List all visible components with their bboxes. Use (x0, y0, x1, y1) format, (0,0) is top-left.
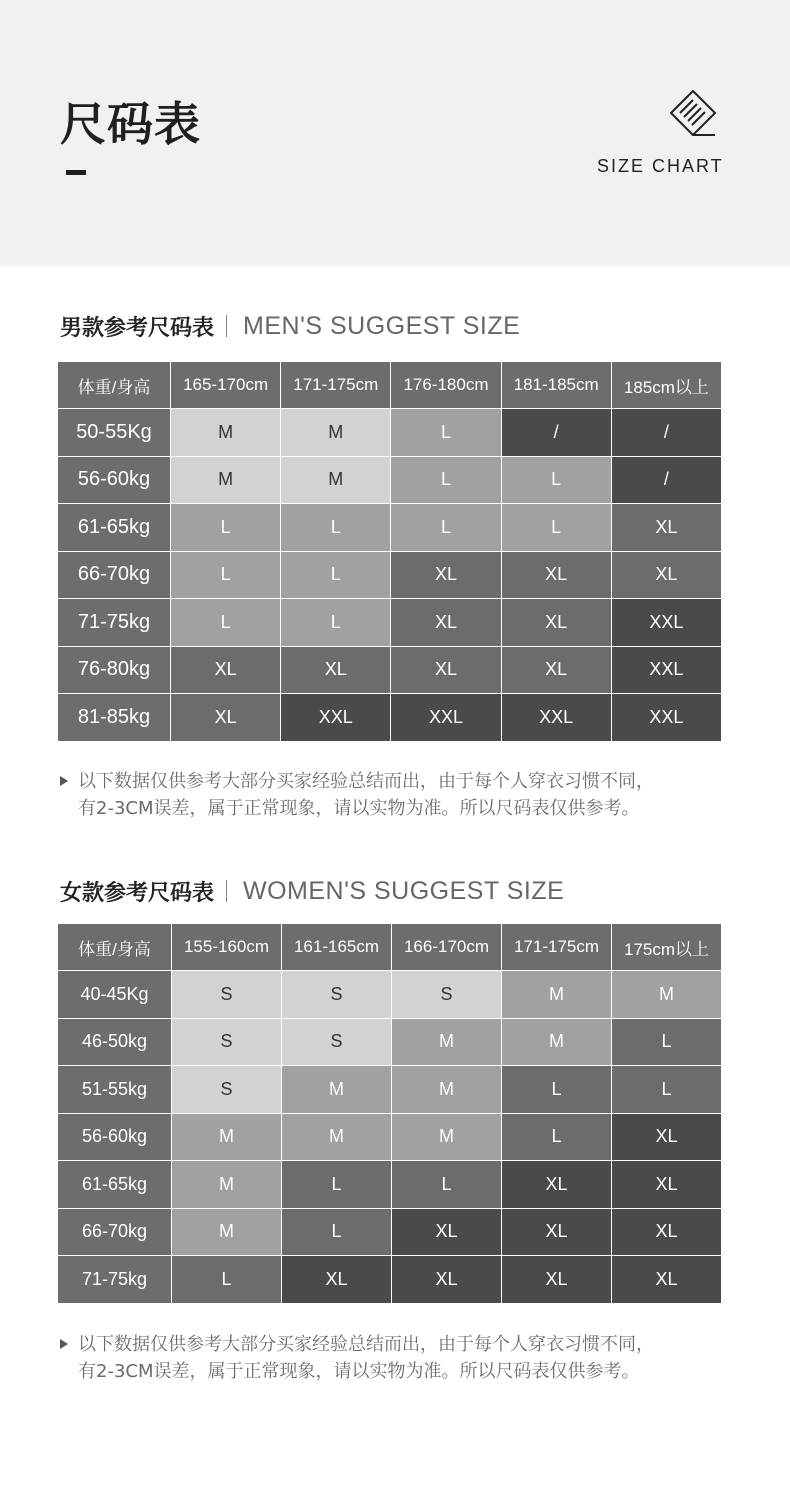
size-cell: XL (501, 551, 611, 599)
weight-cell: 61-65kg (58, 1161, 172, 1209)
table-row (58, 409, 722, 457)
size-cell: XXL (611, 694, 721, 742)
size-cell: / (611, 409, 721, 457)
size-cell: XL (502, 1161, 612, 1209)
size-cell: XL (171, 646, 281, 694)
size-cell: M (281, 409, 391, 457)
size-cell: S (172, 971, 282, 1019)
size-cell: M (502, 1018, 612, 1066)
size-cell: L (391, 456, 501, 504)
title-dash (66, 170, 86, 175)
size-cell: L (172, 1256, 282, 1304)
height-column-header: 185cm以上 (611, 362, 721, 409)
size-cell: XL (502, 1256, 612, 1304)
table-row (58, 1066, 722, 1114)
size-cell: M (172, 1208, 282, 1256)
size-cell: XL (612, 1208, 722, 1256)
title-divider (226, 880, 227, 902)
size-cell: L (282, 1208, 392, 1256)
size-cell: L (281, 504, 391, 552)
size-cell: L (392, 1161, 502, 1209)
size-cell: XXL (391, 694, 501, 742)
size-cell: L (391, 504, 501, 552)
size-cell: XL (391, 646, 501, 694)
weight-cell: 46-50kg (58, 1018, 172, 1066)
weight-cell: 56-60kg (58, 456, 171, 504)
title-divider (226, 315, 227, 337)
size-cell: XL (612, 1256, 722, 1304)
size-cell: M (171, 409, 281, 457)
size-cell: S (172, 1018, 282, 1066)
size-cell: / (611, 456, 721, 504)
size-cell: XXL (281, 694, 391, 742)
women-note-line-2: 有2-3CM误差，属于正常现象，请以实物为准。所以尺码表仅供参考。 (78, 1361, 640, 1382)
table-row (58, 1256, 722, 1304)
size-cell: L (501, 504, 611, 552)
height-column-header: 171-175cm (502, 924, 612, 971)
size-cell: XL (611, 504, 721, 552)
size-cell: XL (171, 694, 281, 742)
men-note-line-2: 有2-3CM误差，属于正常现象，请以实物为准。所以尺码表仅供参考。 (78, 798, 640, 819)
weight-cell: 51-55kg (58, 1066, 172, 1114)
men-title-en: MEN'S SUGGEST SIZE (243, 311, 521, 340)
size-cell: M (172, 1113, 282, 1161)
size-cell: M (171, 456, 281, 504)
table-row (58, 694, 722, 742)
size-cell: XL (611, 551, 721, 599)
size-cell: M (392, 1066, 502, 1114)
men-title-zh: 男款参考尺码表 (60, 315, 215, 341)
size-cell: L (391, 409, 501, 457)
size-cell: XL (501, 599, 611, 647)
size-cell: L (171, 599, 281, 647)
size-cell: L (501, 456, 611, 504)
size-cell: XL (391, 551, 501, 599)
height-column-header: 181-185cm (501, 362, 611, 409)
weight-cell: 50-55Kg (58, 409, 171, 457)
size-cell: M (392, 1018, 502, 1066)
size-cell: XL (612, 1161, 722, 1209)
size-cell: M (392, 1113, 502, 1161)
weight-cell: 71-75kg (58, 1256, 172, 1304)
weight-height-header: 体重/身高 (58, 362, 171, 409)
ruler-diamond-icon (666, 88, 720, 142)
height-column-header: 161-165cm (282, 924, 392, 971)
size-cell: S (172, 1066, 282, 1114)
size-cell: L (171, 504, 281, 552)
size-cell: XL (502, 1208, 612, 1256)
table-row (58, 971, 722, 1019)
weight-cell: 76-80kg (58, 646, 171, 694)
size-cell: XXL (501, 694, 611, 742)
women-note-line-1: 以下数据仅供参考大部分买家经验总结而出，由于每个人穿衣习惯不同， (78, 1334, 654, 1355)
size-cell: L (281, 551, 391, 599)
women-title-en: WOMEN'S SUGGEST SIZE (243, 876, 565, 905)
table-row (58, 599, 722, 647)
size-cell: XXL (611, 646, 721, 694)
size-cell: L (502, 1113, 612, 1161)
men-header-row (58, 362, 722, 409)
women-size-table (57, 923, 722, 1304)
men-size-table (57, 361, 722, 742)
size-cell: XL (281, 646, 391, 694)
height-column-header: 175cm以上 (612, 924, 722, 971)
women-note (60, 1331, 760, 1385)
size-cell: / (501, 409, 611, 457)
weight-cell: 81-85kg (58, 694, 171, 742)
size-cell: S (392, 971, 502, 1019)
women-section-title (60, 876, 564, 906)
height-column-header: 165-170cm (171, 362, 281, 409)
size-cell: S (282, 1018, 392, 1066)
table-row (58, 551, 722, 599)
weight-cell: 66-70kg (58, 551, 171, 599)
size-cell: L (612, 1066, 722, 1114)
size-cell: M (172, 1161, 282, 1209)
women-title-zh: 女款参考尺码表 (60, 880, 215, 906)
table-row (58, 1018, 722, 1066)
table-row (58, 1113, 722, 1161)
size-cell: M (612, 971, 722, 1019)
weight-cell: 61-65kg (58, 504, 171, 552)
height-column-header: 166-170cm (392, 924, 502, 971)
table-row (58, 504, 722, 552)
men-note (60, 768, 760, 822)
weight-cell: 56-60kg (58, 1113, 172, 1161)
size-cell: L (282, 1161, 392, 1209)
women-header-row (58, 924, 722, 971)
weight-cell: 40-45Kg (58, 971, 172, 1019)
size-cell: L (281, 599, 391, 647)
weight-height-header: 体重/身高 (58, 924, 172, 971)
table-row (58, 646, 722, 694)
men-section-title (60, 311, 520, 341)
height-column-header: 171-175cm (281, 362, 391, 409)
table-row (58, 1161, 722, 1209)
size-cell: XL (612, 1113, 722, 1161)
size-cell: XL (282, 1256, 392, 1304)
size-cell: XXL (611, 599, 721, 647)
size-cell: L (171, 551, 281, 599)
size-cell: S (282, 971, 392, 1019)
weight-cell: 66-70kg (58, 1208, 172, 1256)
size-cell: XL (392, 1208, 502, 1256)
size-cell: M (282, 1113, 392, 1161)
height-column-header: 155-160cm (172, 924, 282, 971)
size-cell: M (281, 456, 391, 504)
size-cell: L (612, 1018, 722, 1066)
table-row (58, 456, 722, 504)
page-title: 尺码表 (60, 97, 201, 151)
men-note-line-1: 以下数据仅供参考大部分买家经验总结而出，由于每个人穿衣习惯不同， (78, 771, 654, 792)
size-cell: XL (391, 599, 501, 647)
table-row (58, 1208, 722, 1256)
hero-banner (0, 0, 790, 266)
size-cell: M (502, 971, 612, 1019)
height-column-header: 176-180cm (391, 362, 501, 409)
size-cell: XL (501, 646, 611, 694)
size-cell: XL (392, 1256, 502, 1304)
size-cell: M (282, 1066, 392, 1114)
triangle-bullet-icon (60, 776, 68, 786)
size-cell: L (502, 1066, 612, 1114)
weight-cell: 71-75kg (58, 599, 171, 647)
size-chart-subtitle: SIZE CHART (597, 156, 724, 176)
triangle-bullet-icon (60, 1339, 68, 1349)
